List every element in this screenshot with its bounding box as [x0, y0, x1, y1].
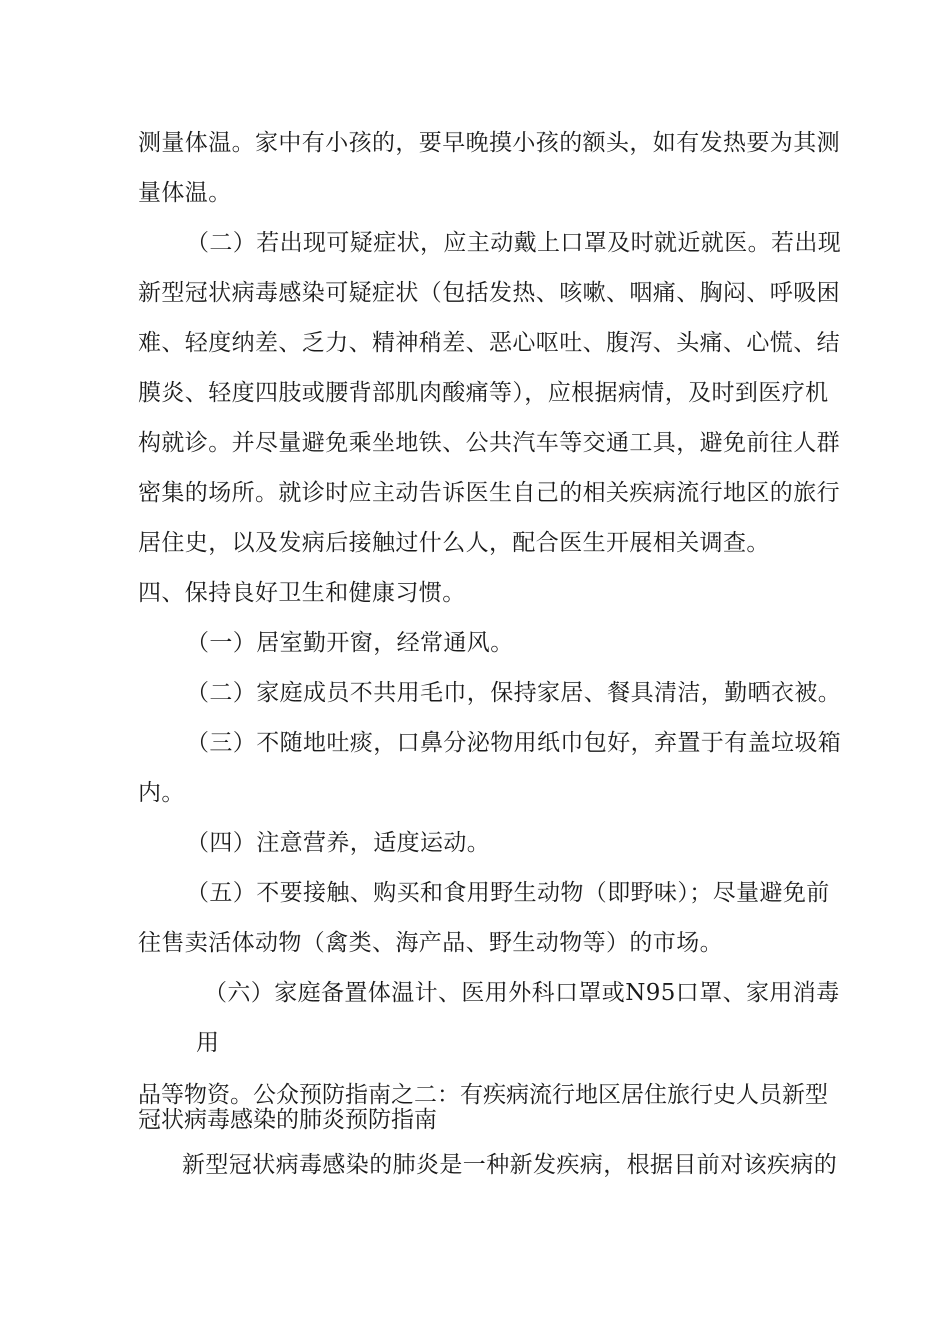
paragraph-line: 新型冠状病毒感染的肺炎是一种新发疾病，根据目前对该疾病的	[182, 1152, 838, 1178]
list-item: （三）不随地吐痰，口鼻分泌物用纸巾包好，弃置于有盖垃圾箱	[186, 730, 842, 756]
paragraph-line: 量体温。	[138, 180, 232, 206]
paragraph-line: 密集的场所。就诊时应主动告诉医生自己的相关疾病流行地区的旅行	[138, 480, 840, 506]
paragraph-line: 居住史，以及发病后接触过什么人，配合医生开展相关调查。	[138, 530, 770, 556]
section-heading: 四、保持良好卫生和健康习惯。	[138, 580, 466, 606]
paragraph-line: 难、轻度纳差、乏力、精神稍差、恶心呕吐、腹泻、头痛、心慌、结	[138, 330, 840, 356]
list-item: （二）家庭成员不共用毛巾，保持家居、餐具清洁，勤晒衣被。	[186, 680, 842, 706]
paragraph-line: 膜炎、轻度四肢或腰背部肌肉酸痛等），应根据病情，及时到医疗机	[138, 380, 829, 406]
paragraph-line: 构就诊。并尽量避免乘坐地铁、公共汽车等交通工具，避免前往人群	[138, 430, 840, 456]
list-item: （五）不要接触、购买和食用野生动物（即野味）；尽量避免前	[186, 880, 830, 906]
list-item-continuation: 往售卖活体动物（禽类、海产品、野生动物等）的市场。	[138, 930, 723, 956]
list-item: （一）居室勤开窗，经常通风。	[186, 630, 514, 656]
list-item: （四）注意营养，适度运动。	[186, 830, 491, 856]
list-item-continuation: 用	[196, 1030, 220, 1056]
paragraph-line: 品等物资。公众预防指南之二：有疾病流行地区居住旅行史人员新型	[138, 1082, 828, 1108]
list-item-continuation: 内。	[138, 780, 185, 806]
list-item: （六）家庭备置体温计、医用外科口罩或N95口罩、家用消毒	[204, 980, 840, 1006]
paragraph-line: 测量体温。家中有小孩的，要早晚摸小孩的额头，如有发热要为其测	[138, 130, 840, 156]
paragraph-line: 新型冠状病毒感染可疑症状（包括发热、咳嗽、咽痛、胸闷、呼吸困	[138, 280, 840, 306]
guide-title: 冠状病毒感染的肺炎预防指南	[138, 1107, 437, 1133]
paragraph-line: （二）若出现可疑症状，应主动戴上口罩及时就近就医。若出现	[186, 230, 842, 256]
